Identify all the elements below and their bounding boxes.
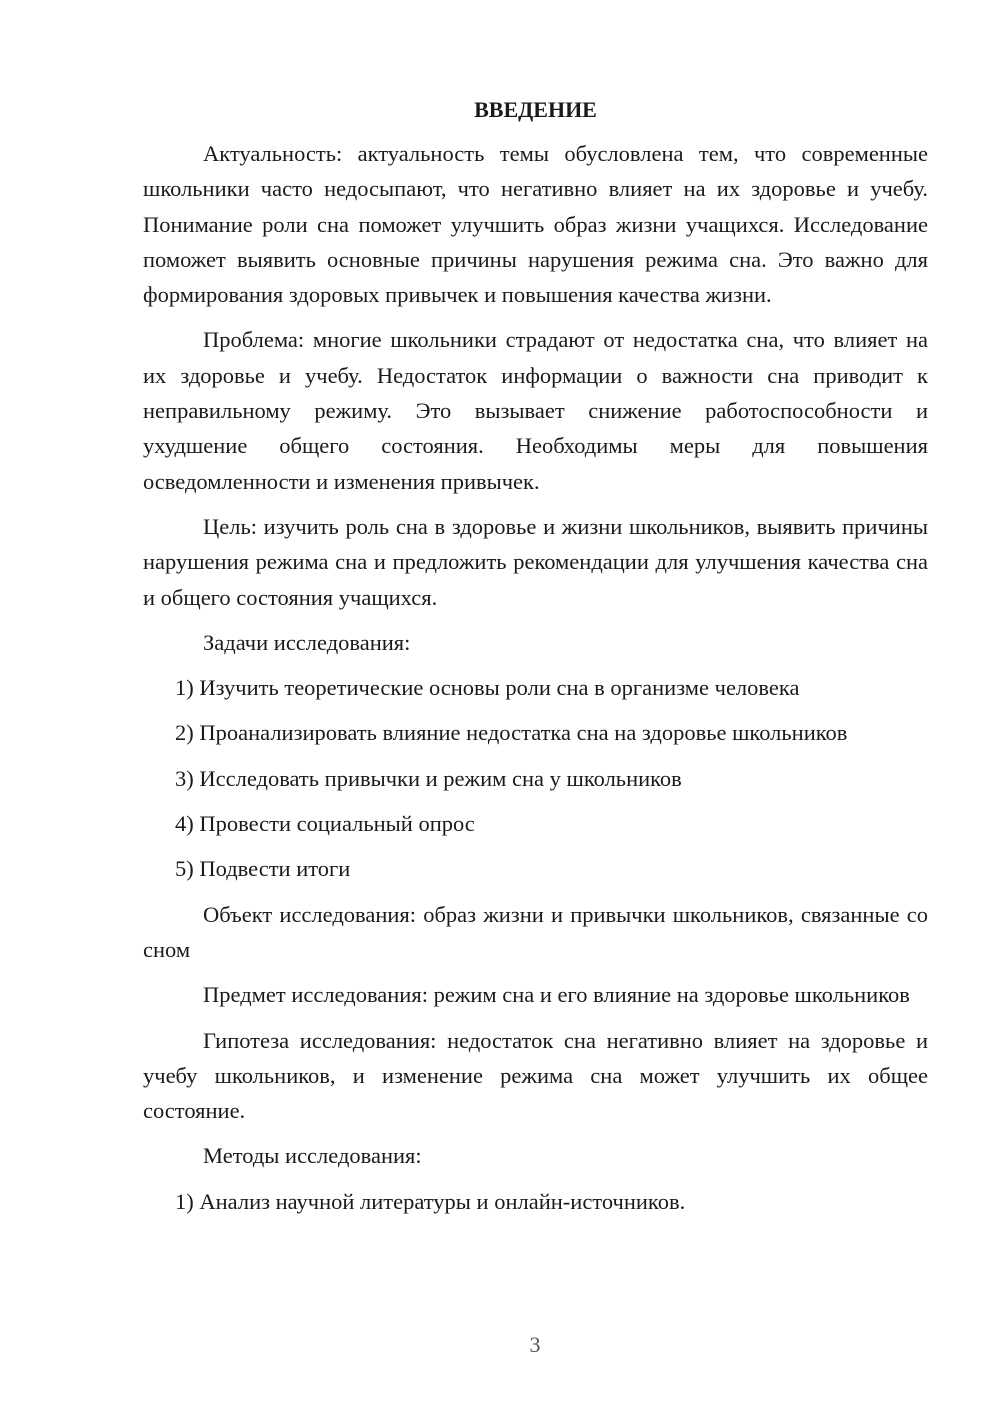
list-item: 5) Подвести итоги bbox=[175, 856, 351, 882]
goal-paragraph: Цель: изучить роль сна в здоровье и жизни школьников, выявить причины нарушения режима сна и предложить рекомендации для улучшения качества сна и общего состояния учащихся. bbox=[143, 513, 928, 610]
object-paragraph: Объект исследования: образ жизни и привычки школьников, связанные со сном bbox=[143, 901, 928, 962]
list-item: 2) Проанализировать влияние недостатка сна на здоровье школьников bbox=[175, 720, 848, 746]
methods-heading: Методы исследования: bbox=[203, 1143, 422, 1169]
methods-list bbox=[143, 1184, 928, 1219]
document-page bbox=[143, 92, 928, 1229]
relevance-paragraph: Актуальность: актуальность темы обусловлена тем, что современные школьники часто недосыпают, что негативно влияет на их здоровье и учебу. Понимание роли сна поможет улучшить образ жизни учащихся. Исследование поможет выявить основные причины нарушения режима сна. Это важно для формирования здоровых привычек и повышения качества жизни. bbox=[143, 141, 928, 308]
list-item: 1) Анализ научной литературы и онлайн-источников. bbox=[175, 1188, 686, 1214]
hypothesis-paragraph: Гипотеза исследования: недостаток сна негативно влияет на здоровье и учебу школьников, и изменение режима сна может улучшить их общее состояние. bbox=[143, 1027, 928, 1124]
list-item: 4) Провести социальный опрос bbox=[175, 811, 475, 837]
tasks-heading: Задачи исследования: bbox=[203, 629, 411, 655]
page-title: ВВЕДЕНИЕ bbox=[474, 97, 597, 122]
list-item: 3) Исследовать привычки и режим сна у школьников bbox=[175, 765, 682, 791]
page-number: 3 bbox=[529, 1332, 541, 1357]
tasks-list bbox=[143, 670, 928, 886]
subject-paragraph: Предмет исследования: режим сна и его влияние на здоровье школьников bbox=[203, 982, 910, 1008]
list-item: 1) Изучить теоретические основы роли сна в организме человека bbox=[175, 675, 800, 701]
problem-paragraph: Проблема: многие школьники страдают от недостатка сна, что влияет на их здоровье и учебу. Недостаток информации о важности сна приводит к неправильному режиму. Это вызывает снижение работоспособности и ухудшение общего состояния. Необходимы меры для повышения осведомленности и изменения привычек. bbox=[143, 327, 928, 494]
